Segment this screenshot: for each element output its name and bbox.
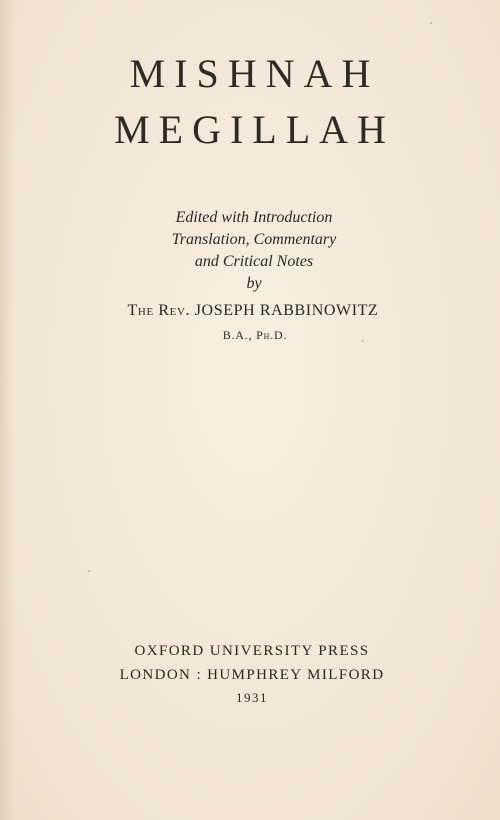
paper-speck <box>88 570 90 572</box>
publication-year: 1931 <box>236 690 268 705</box>
publisher-location: LONDON : HUMPHREY MILFORD <box>119 667 385 683</box>
edition-note-line-3: and Critical Notes <box>194 253 314 270</box>
paper-speck <box>362 340 364 342</box>
book-title-line-1: MISHNAH <box>129 51 380 96</box>
author-name: JOSEPH RABBINOWITZ <box>194 302 379 319</box>
author-line <box>0 301 500 321</box>
edition-note-line-2: Translation, Commentary <box>171 231 337 248</box>
edition-note-line-1: Edited with Introduction <box>175 209 333 226</box>
author-prefix: The Rev. <box>127 302 191 319</box>
book-title-line-2: MEGILLAH <box>114 107 395 152</box>
paper-speck <box>430 22 432 24</box>
publisher-name: OXFORD UNIVERSITY PRESS <box>134 643 370 659</box>
author-degrees: B.A., Ph.D. <box>222 328 288 342</box>
edition-note-by: by <box>246 275 262 292</box>
